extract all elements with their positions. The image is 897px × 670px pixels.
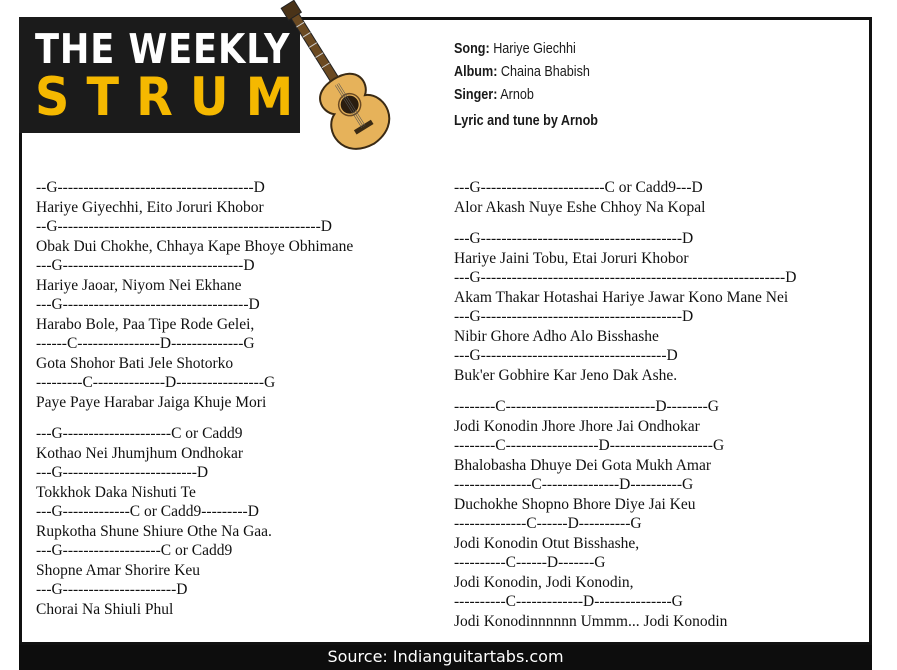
chord-line: ---G------------------------C or Cadd9---D xyxy=(454,179,703,196)
lyric-line: Hariye Giyechhi, Eito Joruri Khobor xyxy=(36,198,264,216)
chord-line: ------C----------------D--------------G xyxy=(36,335,255,352)
chord-line: ---G------------------------------------D xyxy=(454,347,678,364)
lyric-line: Buk'er Gobhire Kar Jeno Dak Ashe. xyxy=(454,366,678,384)
album-value: Chaina Bhabish xyxy=(500,63,590,80)
chord-line: ---G---------------------C or Cadd9 xyxy=(36,425,243,442)
lyric-line: Akam Thakar Hotashai Hariye Jawar Kono Mane Nei xyxy=(454,288,789,306)
song-info xyxy=(454,40,625,129)
lyric-line: Harabo Bole, Paa Tipe Rode Gelei, xyxy=(36,315,255,333)
chord-line: ---------C--------------D-----------------G xyxy=(36,374,276,391)
chord-line: ---G--------------------------D xyxy=(36,464,209,481)
album-label: Album: xyxy=(454,63,498,80)
source-footer: Source: Indianguitartabs.com xyxy=(19,645,872,670)
chord-line: ---G------------------------------------D xyxy=(36,296,260,313)
chord-line: ---G---------------------------------------D xyxy=(454,230,694,247)
lyric-line: Jodi Konodinnnnnn Ummm... Jodi Konodin xyxy=(454,612,728,630)
lyric-line: Kothao Nei Jhumjhum Ondhokar xyxy=(36,444,244,462)
lyric-line: Duchokhe Shopno Bhore Diye Jai Keu xyxy=(454,495,696,513)
chord-line: --------C------------------D--------------------G xyxy=(454,437,725,454)
guitar-illustration xyxy=(276,0,396,158)
lyric-line: Jodi Konodin Otut Bisshashe, xyxy=(454,534,640,552)
masthead-line2: STRUM xyxy=(35,67,311,128)
stanza-gap xyxy=(454,217,796,229)
chord-line: ---G----------------------D xyxy=(36,581,188,598)
lyric-line: Chorai Na Shiuli Phul xyxy=(36,600,174,618)
song-row xyxy=(454,40,598,63)
song-value: Hariye Giechhi xyxy=(493,40,576,57)
left-column xyxy=(36,178,353,619)
lyric-line: Jodi Konodin, Jodi Konodin, xyxy=(454,573,634,591)
singer-row xyxy=(454,86,598,109)
song-label: Song: xyxy=(454,40,490,57)
lyric-line: Hariye Jaini Tobu, Etai Joruri Khobor xyxy=(454,249,689,267)
lyric-line: Obak Dui Chokhe, Chhaya Kape Bhoye Obhimane xyxy=(36,237,354,255)
credit-line: Lyric and tune by Arnob xyxy=(454,112,598,129)
chord-line: ---G-------------------C or Cadd9 xyxy=(36,542,233,559)
lyric-line: Paye Paye Harabar Jaiga Khuje Mori xyxy=(36,393,267,411)
chord-line: --G---------------------------------------------------D xyxy=(36,218,332,235)
chord-line: ---------------C---------------D----------G xyxy=(454,476,694,493)
lyric-line: Alor Akash Nuye Eshe Chhoy Na Kopal xyxy=(454,198,706,216)
chord-line: ----------C------D-------G xyxy=(454,554,606,571)
singer-label: Singer: xyxy=(454,86,498,103)
album-row xyxy=(454,63,598,86)
lyric-line: Rupkotha Shune Shiure Othe Na Gaa. xyxy=(36,522,272,540)
right-column xyxy=(454,178,796,631)
chord-line: ---G-----------------------------------------------------------D xyxy=(454,269,797,286)
lyric-line: Gota Shohor Bati Jele Shotorko xyxy=(36,354,234,372)
lyric-line: Shopne Amar Shorire Keu xyxy=(36,561,201,579)
chord-line: ---G-------------C or Cadd9---------D xyxy=(36,503,259,520)
chord-line: --G--------------------------------------D xyxy=(36,179,265,196)
chord-line: ----------C-------------D---------------G xyxy=(454,593,683,610)
chord-line: --------------C------D----------G xyxy=(454,515,642,532)
chord-line: ---G-----------------------------------D xyxy=(36,257,255,274)
stanza-gap xyxy=(454,385,796,397)
singer-value: Arnob xyxy=(500,86,534,103)
lyric-line: Nibir Ghore Adho Alo Bisshashe xyxy=(454,327,659,345)
masthead xyxy=(19,17,311,133)
lyric-line: Tokkhok Daka Nishuti Te xyxy=(36,483,196,501)
lyric-line: Jodi Konodin Jhore Jhore Jai Ondhokar xyxy=(454,417,700,435)
lyric-line: Bhalobasha Dhuye Dei Gota Mukh Amar xyxy=(454,456,711,474)
chord-line: ---G---------------------------------------D xyxy=(454,308,694,325)
chord-line: --------C-----------------------------D--------G xyxy=(454,398,719,415)
lyric-line: Hariye Jaoar, Niyom Nei Ekhane xyxy=(36,276,242,294)
stanza-gap xyxy=(36,412,353,424)
masthead-line1: THE WEEKLY xyxy=(35,25,291,73)
